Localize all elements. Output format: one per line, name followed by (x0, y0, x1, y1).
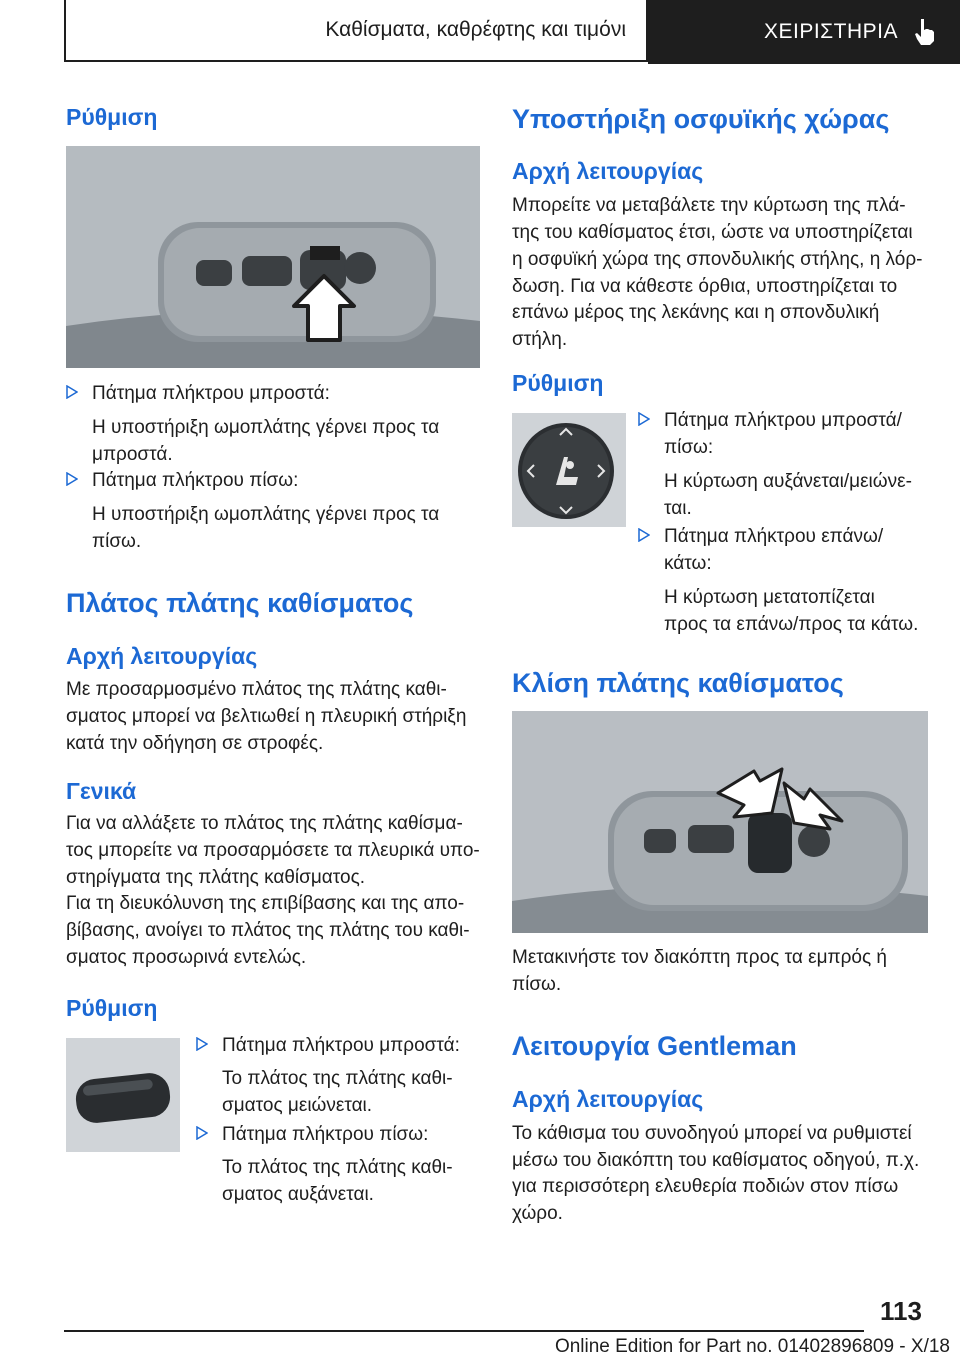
pointing-hand-icon (912, 17, 938, 47)
section-heading: Λειτουργία Gentleman (512, 1031, 797, 1061)
seat-fold-illustration (512, 711, 928, 933)
subsection-heading: Αρχή λειτουργίας (66, 643, 258, 669)
lumbar-switch-illustration (512, 413, 626, 527)
width-button-illustration (66, 1038, 180, 1152)
triangle-bullet-icon (638, 412, 650, 426)
paragraph-line: της του καθίσματος έτσι, ώστε να υποστηρίζεται (512, 222, 913, 243)
paragraph-line: για περισσότερη ελευθερία ποδιών στον πίσω (512, 1176, 899, 1197)
seat-switch-illustration (66, 146, 480, 368)
subsection-heading: Αρχή λειτουργίας (512, 1086, 704, 1112)
list-item-desc: Το πλάτος της πλάτης καθι- (222, 1157, 453, 1178)
list-item-desc: Η υποστήριξη ωμοπλάτης γέρνει προς τα (92, 417, 440, 438)
paragraph-line: Για να αλλάξετε το πλάτος της πλάτης καθίσμα- (66, 813, 463, 834)
list-item-desc: ται. (664, 498, 692, 519)
lumbar-switch-photo (512, 413, 626, 527)
triangle-bullet-icon (66, 472, 78, 486)
seat-switch-photo (66, 146, 480, 368)
list-item-label: Πάτημα πλήκτρου επάνω/ (664, 526, 884, 547)
triangle-bullet-icon (66, 385, 78, 399)
list-item (196, 1032, 480, 1116)
section-heading: Κλίση πλάτης καθίσματος (512, 668, 844, 698)
subsection-heading: Αρχή λειτουργίας (512, 158, 704, 184)
list-item-desc: Η κύρτωση αυξάνεται/μειώνε- (664, 471, 912, 492)
list-item-label: Πάτημα πλήκτρου μπροστά: (92, 383, 330, 404)
paragraph-line: Μπορείτε να μεταβάλετε την κύρτωση της πλά- (512, 195, 906, 216)
list-item-label: Πάτημα πλήκτρου πίσω: (92, 470, 299, 491)
triangle-bullet-icon (638, 528, 650, 542)
page-header (64, 0, 960, 64)
paragraph-line: τος μπορείτε να προσαρμόσετε τα πλευρικά υπο- (66, 840, 480, 861)
section-heading: Ρύθμιση (512, 370, 604, 396)
section-heading: Πλάτος πλάτης καθίσματος (66, 588, 414, 618)
paragraph-line: Μετακινήστε τον διακόπτη προς τα εμπρός ή (512, 947, 887, 968)
paragraph-line: σματος μπορεί να βελτιωθεί η πλευρική στήριξη (66, 706, 467, 727)
list-item-desc: Η κύρτωση μετατοπίζεται (664, 587, 875, 608)
edition-note: Online Edition for Part no. 01402896809 - X/18 (554, 1336, 950, 1357)
list-item-desc: σματος μειώνεται. (222, 1095, 373, 1116)
seat-fold-photo (512, 711, 928, 933)
list-item-desc: σματος αυξάνεται. (222, 1184, 374, 1205)
section-title: Καθίσματα, καθρέφτης και τιμόνι (64, 0, 648, 62)
paragraph-line: σματος προσωρινά εντελώς. (66, 947, 307, 968)
paragraph-line: κατά την οδήγηση σε στροφές. (66, 733, 324, 754)
paragraph-line: στήλη. (512, 329, 568, 350)
triangle-bullet-icon (196, 1037, 208, 1051)
paragraph-line: επάνω μέρος της λεκάνης και η σπονδυλική (512, 302, 880, 323)
paragraph-line: μέσω του διακόπτη του καθίσματος οδηγού, π.χ. (512, 1150, 920, 1171)
list-item-label: κάτω: (664, 553, 712, 574)
section-heading: Ρύθμιση (66, 995, 158, 1021)
triangle-bullet-icon (196, 1126, 208, 1140)
list-item-desc: προς τα επάνω/προς τα κάτω. (664, 614, 919, 635)
list-item (66, 380, 480, 465)
list-item (196, 1121, 480, 1205)
list-item-desc: Το πλάτος της πλάτης καθι- (222, 1068, 453, 1089)
chapter-tab (648, 0, 960, 64)
list-item-label: Πάτημα πλήκτρου πίσω: (222, 1124, 429, 1145)
width-button-photo (66, 1038, 180, 1152)
section-heading: Υποστήριξη οσφυϊκής χώρας (512, 104, 890, 134)
subsection-heading: Γενικά (66, 778, 137, 804)
list-item-label: Πάτημα πλήκτρου μπροστά: (222, 1035, 460, 1056)
list-item-desc: μπροστά. (92, 444, 173, 465)
page-number: 113 (880, 1296, 922, 1326)
paragraph-line: δωση. Για να κάθεστε όρθια, υποστηρίζεται το (512, 276, 898, 297)
paragraph-line: η οσφυϊκή χώρα της σπονδυλικής στήλης, η λόρ- (512, 249, 923, 270)
list-item (66, 467, 480, 552)
footer-divider (64, 1330, 864, 1332)
paragraph-line: χώρο. (512, 1203, 563, 1224)
list-item-label: πίσω: (664, 437, 714, 458)
list-item-desc: Η υποστήριξη ωμοπλάτης γέρνει προς τα (92, 504, 440, 525)
list-item (638, 407, 928, 517)
chapter-title: ΧΕΙΡΙΣΤΗΡΙΑ (763, 20, 898, 43)
list-item (638, 523, 928, 633)
paragraph-line: Για τη διευκόλυνση της επιβίβασης και της απο- (66, 893, 465, 914)
paragraph-line: στηρίγματα της πλάτης καθίσματος. (66, 867, 366, 888)
list-item-label: Πάτημα πλήκτρου μπροστά/ (664, 410, 902, 431)
paragraph-line: Με προσαρμοσμένο πλάτος της πλάτης καθι- (66, 679, 447, 700)
list-item-desc: πίσω. (92, 531, 142, 552)
paragraph-line: πίσω. (512, 974, 562, 995)
paragraph-line: Το κάθισμα του συνοδηγού μπορεί να ρυθμιστεί (512, 1123, 912, 1144)
paragraph-line: βίβασης, ανοίγει το πλάτος της πλάτης του καθι- (66, 920, 470, 941)
section-heading: Ρύθμιση (66, 104, 158, 130)
